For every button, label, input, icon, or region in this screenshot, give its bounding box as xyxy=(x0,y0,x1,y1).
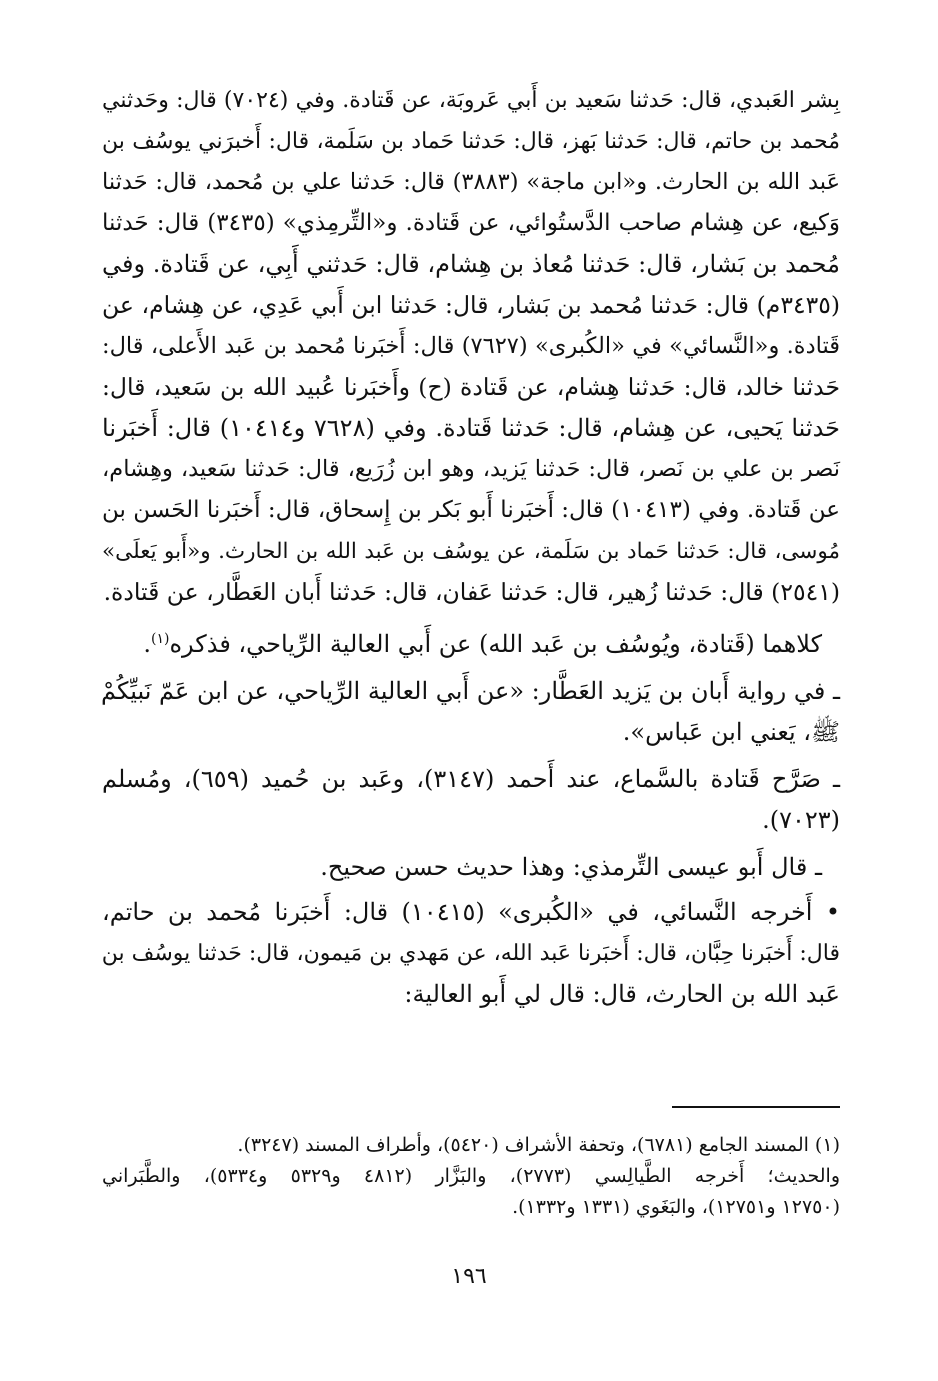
text-line: ـ في رواية أَبان بن يَزيد العَطَّار: «عن أَبي العالية الرِّياحي، عن ابن عَمّ نَبيِّكُمْ xyxy=(101,677,840,705)
summary-period: . xyxy=(143,630,152,658)
text-line: ﷺ، يَعني ابن عَباس». xyxy=(622,718,840,746)
summary-line xyxy=(102,619,840,665)
narration-note xyxy=(102,671,840,753)
text-line: حَدثنا يَحيى، عن هِشام، قال: حَدثنا قَتادة. وفي (٧٦٢٨ و١٠٤١٤) قال: أَخبَرنا xyxy=(102,414,840,442)
text-line: (٣٤٣٥م) قال: حَدثنا مُحمد بن بَشار، قال: حَدثنا ابن أَبي عَدِي، عن هِشام، عن xyxy=(102,291,840,319)
footnote-divider xyxy=(672,1106,840,1108)
text-line: • أَخرجه النَّسائي، في «الكُبرى» (١٠٤١٥) قال: أَخبَرنا مُحمد بن حاتم، xyxy=(102,898,840,926)
isnad-paragraph xyxy=(102,80,840,613)
footnote-line: (١٢٧٥٠ و١٢٧٥١)، والبَغَوي (١٣٣١ و١٣٣٢). xyxy=(512,1196,840,1218)
nasai-paragraph xyxy=(102,892,840,1015)
footnote-line: والحديث؛ أَخرجه الطَّيالِسي (٢٧٧٣)، والبَزَّار (٤٨١٢ و٥٣٢٩ و٥٣٣٤)، والطَّبَراني xyxy=(102,1165,841,1187)
text-line: وَكيع، عن هِشام صاحب الدَّستُوائي، عن قَتادة. و«التِّرمِذي» (٣٤٣٥) قال: حَدثنا xyxy=(102,210,840,236)
hearing-note xyxy=(102,759,840,841)
text-line: قَتادة. و«النَّسائي» في «الكُبرى» (٧٦٢٧) قال: أَخبَرنا مُحمد بن عَبد الأَعلى، قال: xyxy=(102,333,841,359)
footnote-line: (١) المسند الجامع (٦٧٨١)، وتحفة الأشراف (٥٤٢٠)، وأطراف المسند (٣٢٤٧). xyxy=(237,1134,840,1156)
text-line: حَدثنا خالد، قال: حَدثنا هِشام، عن قَتادة (ح) وأَخبَرنا عُبيد الله بن سَعيد، قال: xyxy=(102,373,840,401)
summary-text: كلاهما (قَتادة، ويُوسُف بن عَبد الله) عن أَبي العالية الرِّياحي، فذكره xyxy=(169,630,822,658)
text-line: مُحمد بن بَشار، قال: حَدثنا مُعاذ بن هِشام، قال: حَدثني أَبِي، عن قَتادة. وفي xyxy=(102,250,840,278)
text-line: عن قَتادة. وفي (١٠٤١٣) قال: أَخبَرنا أَبو بَكر بن إِسحاق، قال: أَخبَرنا الحَسن بن xyxy=(102,497,840,523)
footnote-ref: (١) xyxy=(151,631,170,647)
text-line: قال: أَخبَرنا حِبَّان، قال: أَخبَرنا عَبد الله، عن مَهدي بن مَيمون، قال: حَدثنا يوسُف بن xyxy=(101,941,840,966)
text-line: بِشر العَبدي، قال: حَدثنا سَعيد بن أَبي عَروبَة، عن قَتادة. وفي (٧٠٢٤) قال: وحَدثني xyxy=(102,88,841,113)
text-line: (٧٠٢٣). xyxy=(762,806,840,834)
footnotes xyxy=(102,1130,840,1223)
main-text xyxy=(102,80,840,1015)
page-number: ١٩٦ xyxy=(451,1264,487,1289)
text-line: عَبد الله بن الحارث، قال: قال لي أَبو العالية: xyxy=(404,980,840,1008)
text-line: مُحمد بن حاتم، قال: حَدثنا بَهز، قال: حَدثنا حَماد بن سَلَمة، قال: أَخبرَني يوسُف بن xyxy=(102,129,840,154)
text-line: (٢٥٤١) قال: حَدثنا زُهير، قال: حَدثنا عَفان، قال: حَدثنا أَبان العَطَّار، عن قَتادة. xyxy=(103,578,840,606)
text-line: نَصر بن علي بن نَصر، قال: حَدثنا يَزيد، وهو ابن زُرَيع، قال: حَدثنا سَعيد، وهِشام، xyxy=(102,456,840,482)
text-line: مُوسى، قال: حَدثنا حَماد بن سَلَمة، عن يوسُف بن عَبد الله بن الحارث. و«أَبو يَعلَى» xyxy=(102,539,840,564)
text-line: عَبد الله بن الحارث. و«ابن ماجة» (٣٨٨٣) قال: حَدثنا علي بن مُحمد، قال: حَدثنا xyxy=(102,169,841,195)
tirmidhi-verdict: ـ قال أَبو عيسى التِّرمذي: وهذا حديث حسن صحيح. xyxy=(320,853,822,881)
text-line: ـ صَرَّح قَتادة بالسَّماع، عند أَحمد (٣١٤٧)، وعَبد بن حُميد (٦٥٩)، ومُسلم xyxy=(102,765,840,793)
